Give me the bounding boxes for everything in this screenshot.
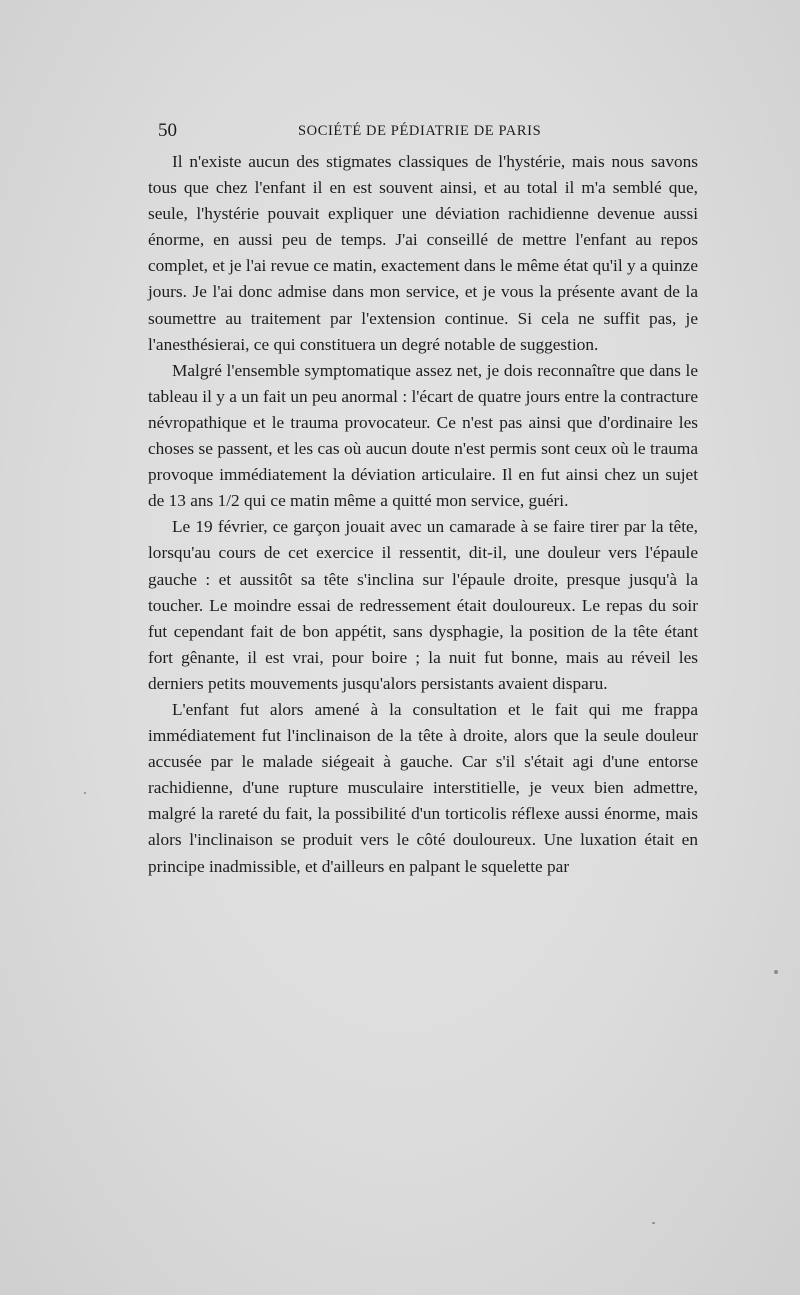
paragraph-4: L'enfant fut alors amené à la consultation et le fait qui me frappa immédiatement fut l'inclinaison de la tête à droite, alors que la seule douleur accusée par le malade siégeait à gauche. Car s'il s'était agi d'une entorse rachidienne, d'une rupture musculaire interstitielle, je veux bien admettre, malgré la rareté du fait, la possibilité d'un torticolis réflexe aussi énorme, mais alors l'inclinaison se produit vers le côté douloureux. Une luxation était en principe inadmissible, et d'ailleurs en palpant le squelette par bbox=[148, 699, 698, 876]
page-number: 50 bbox=[158, 120, 177, 141]
paper-speck bbox=[84, 792, 86, 794]
paragraph-2: Malgré l'ensemble symptomatique assez net, je dois reconnaître que dans le tableau il y a un fait un peu anormal : l'écart de quatre jours entre la contracture névropathique et le trauma provocateur. Ce n'est pas ainsi que d'ordinaire les choses se passent, et les cas où aucun doute n'est permis sont ceux où le trauma provoque immédiatement la déviation articulaire. Il en fut ainsi chez un sujet de 13 ans 1/2 qui ce matin même a quitté mon service, guéri. bbox=[148, 360, 698, 511]
running-head: SOCIÉTÉ DE PÉDIATRIE DE PARIS bbox=[298, 123, 542, 139]
paper-speck bbox=[774, 970, 778, 974]
paper-speck bbox=[652, 1222, 655, 1224]
page-header bbox=[158, 120, 698, 144]
paragraph-1: Il n'existe aucun des stigmates classiques de l'hystérie, mais nous savons tous que chez l'enfant il en est souvent ainsi, et au total il m'a semblé que, seule, l'hystérie pouvait expliquer une déviation rachidienne devenue aussi énorme, en aussi peu de temps. J'ai conseillé de mettre l'enfant au repos complet, et je l'ai revue ce matin, exactement dans le même état qu'il y a quinze jours. Je l'ai donc admise dans mon service, et je vous la présente avant de la soumettre au traitement par l'extension continue. Si cela ne suffit pas, je l'anesthésierai, ce qui constituera un degré notable de suggestion. bbox=[148, 152, 698, 354]
paragraph-3: Le 19 février, ce garçon jouait avec un camarade à se faire tirer par la tête, lorsqu'au cours de cet exercice il ressentit, dit-il, une douleur vers l'épaule gauche : et aussitôt sa tête s'inclina sur l'épaule droite, presque jusqu'à la toucher. Le moindre essai de redressement était douloureux. Le repas du soir fut cependant fait de bon appétit, sans dysphagie, la position de la tête étant fort gênante, il est vrai, pour boire ; la nuit fut bonne, mais au réveil les derniers petits mouvements jusqu'alors persistants avaient disparu. bbox=[148, 517, 698, 693]
body-text bbox=[148, 149, 698, 880]
